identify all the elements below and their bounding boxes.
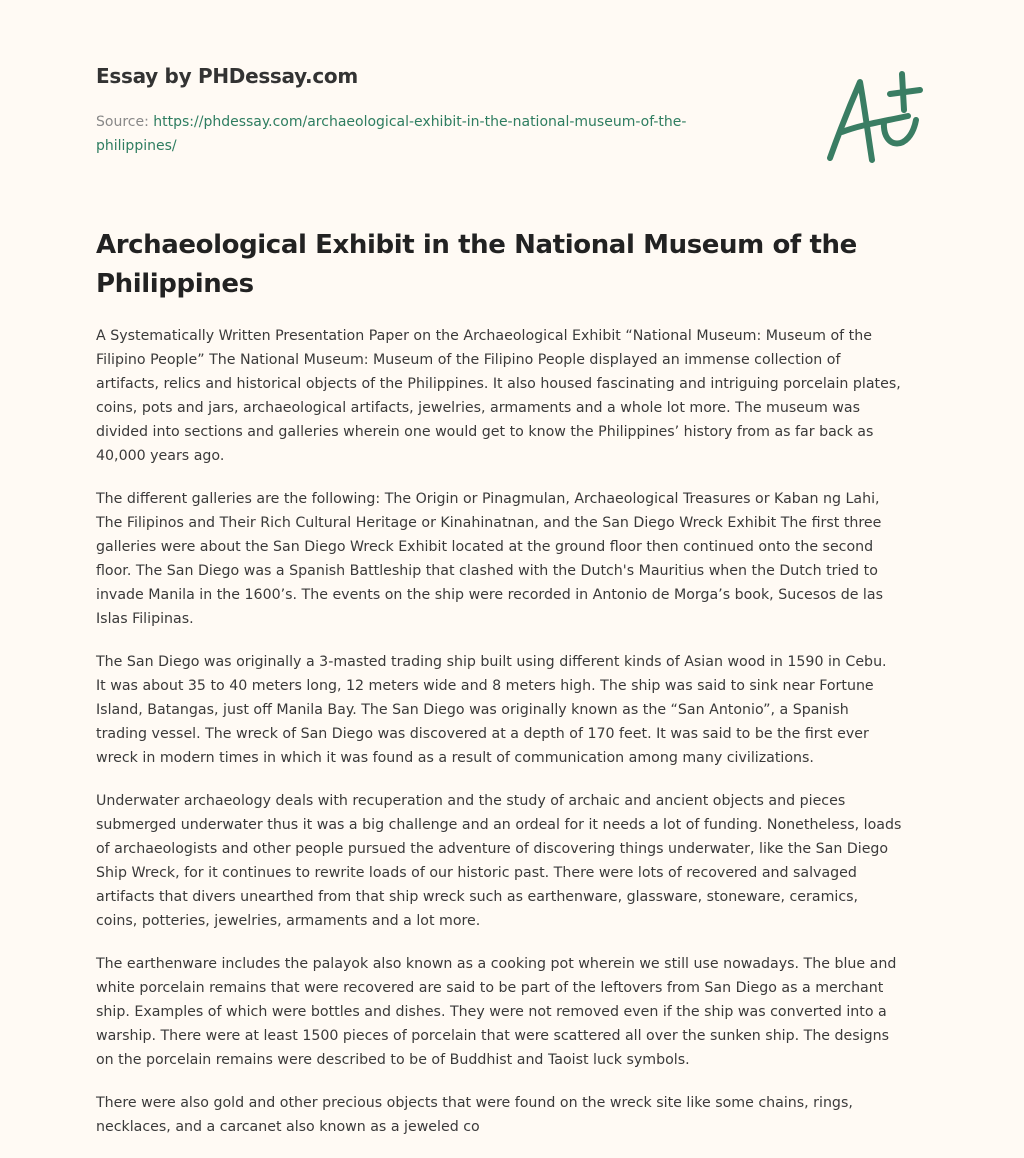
paragraph-line: white porcelain remains that were recovered are said to be part of the leftovers from San Diego as a merchant [96,980,884,996]
paragraph-line: galleries were about the San Diego Wreck Exhibit located at the ground floor then continued onto the second [96,539,874,555]
paragraph-line: necklaces, and a carcanet also known as a jeweled co [96,1119,480,1135]
site-title: Essay by PHDessay.com [96,64,358,88]
paragraph-line: The Filipinos and Their Rich Cultural Heritage or Kinahinatnan, and the San Diego Wreck Exhibit The first three [96,515,882,531]
paragraph-line: on the porcelain remains were described to be of Buddhist and Taoist luck symbols. [96,1052,690,1068]
paragraph [96,324,946,468]
paragraph-line: Underwater archaeology deals with recuperation and the study of archaic and ancient objects and pieces [96,793,846,809]
paragraph-line: ship. Examples of which were bottles and dishes. They were not removed even if the ship was converted into a [96,1004,887,1020]
source-link[interactable]: https://phdessay.com/archaeological-exhibit-in-the-national-museum-of-the- philippines/ [96,114,687,154]
paragraph-line: A Systematically Written Presentation Paper on the Archaeological Exhibit “National Museum: Museum of the [96,328,872,344]
paragraph-line: Ship Wreck, for it continues to rewrite loads of our historic past. There were lots of recovered and salvaged [96,865,857,881]
paragraph [96,789,946,933]
paragraph-line: wreck in modern times in which it was found as a result of communication among many civilizations. [96,750,814,766]
paragraph-line: 40,000 years ago. [96,448,225,464]
paragraph [96,487,946,631]
source-line [96,110,756,158]
paragraph-line: The earthenware includes the palayok also known as a cooking pot wherein we still use nowadays. The blue and [96,956,897,972]
paragraph-line: coins, pots and jars, archaeological artifacts, jewelries, armaments and a whole lot more. The museum was [96,400,860,416]
paragraph-line: coins, potteries, jewelries, armaments and a lot more. [96,913,481,929]
article-title: Archaeological Exhibit in the National Museum of the Philippines [96,230,857,299]
paragraph [96,650,946,770]
paragraph [96,952,946,1072]
paragraph-line: The San Diego was originally a 3-masted trading ship built using different kinds of Asian wood in 1590 in Cebu. [96,654,887,670]
paragraph-line: Islas Filipinas. [96,611,194,627]
paragraph-line: Filipino People” The National Museum: Museum of the Filipino People displayed an immense collection of [96,352,841,368]
paragraph-line: floor. The San Diego was a Spanish Battleship that clashed with the Dutch's Mauritius when the Dutch tried to [96,563,878,579]
source-label: Source: [96,114,149,130]
paragraph-line: It was about 35 to 40 meters long, 12 meters wide and 8 meters high. The ship was said to sink near Fortune [96,678,874,694]
paragraph-line: warship. There were at least 1500 pieces of porcelain that were scattered all over the sunken ship. The designs [96,1028,890,1044]
paragraph-line: artifacts that divers unearthed from that ship wreck such as earthenware, glassware, stoneware, ceramics, [96,889,859,905]
a-plus-logo [820,70,930,170]
paragraph-line: There were also gold and other precious objects that were found on the wreck site like some chains, rings, [96,1095,853,1111]
paragraph-line: trading vessel. The wreck of San Diego was discovered at a depth of 170 feet. It was said to be the first ever [96,726,869,742]
paragraph-line: Island, Batangas, just off Manila Bay. The San Diego was originally known as the “San Antonio”, a Spanish [96,702,849,718]
paragraph-line: of archaeologists and other people pursued the adventure of discovering things underwater, like the San Diego [96,841,889,857]
article-body [96,324,946,1158]
paragraph-line: artifacts, relics and historical objects of the Philippines. It also housed fascinating and intriguing porcelain plates, [96,376,901,392]
paragraph-line: The different galleries are the following: The Origin or Pinagmulan, Archaeological Treasures or Kaban ng Lahi, [96,491,880,507]
paragraph [96,1091,946,1139]
paragraph-line: divided into sections and galleries wherein one would get to know the Philippines’ history from as far back as [96,424,874,440]
paragraph-line: invade Manila in the 1600’s. The events on the ship were recorded in Antonio de Morga’s book, Sucesos de las [96,587,883,603]
paragraph-line: submerged underwater thus it was a big challenge and an ordeal for it needs a lot of funding. Nonetheless, loads [96,817,902,833]
